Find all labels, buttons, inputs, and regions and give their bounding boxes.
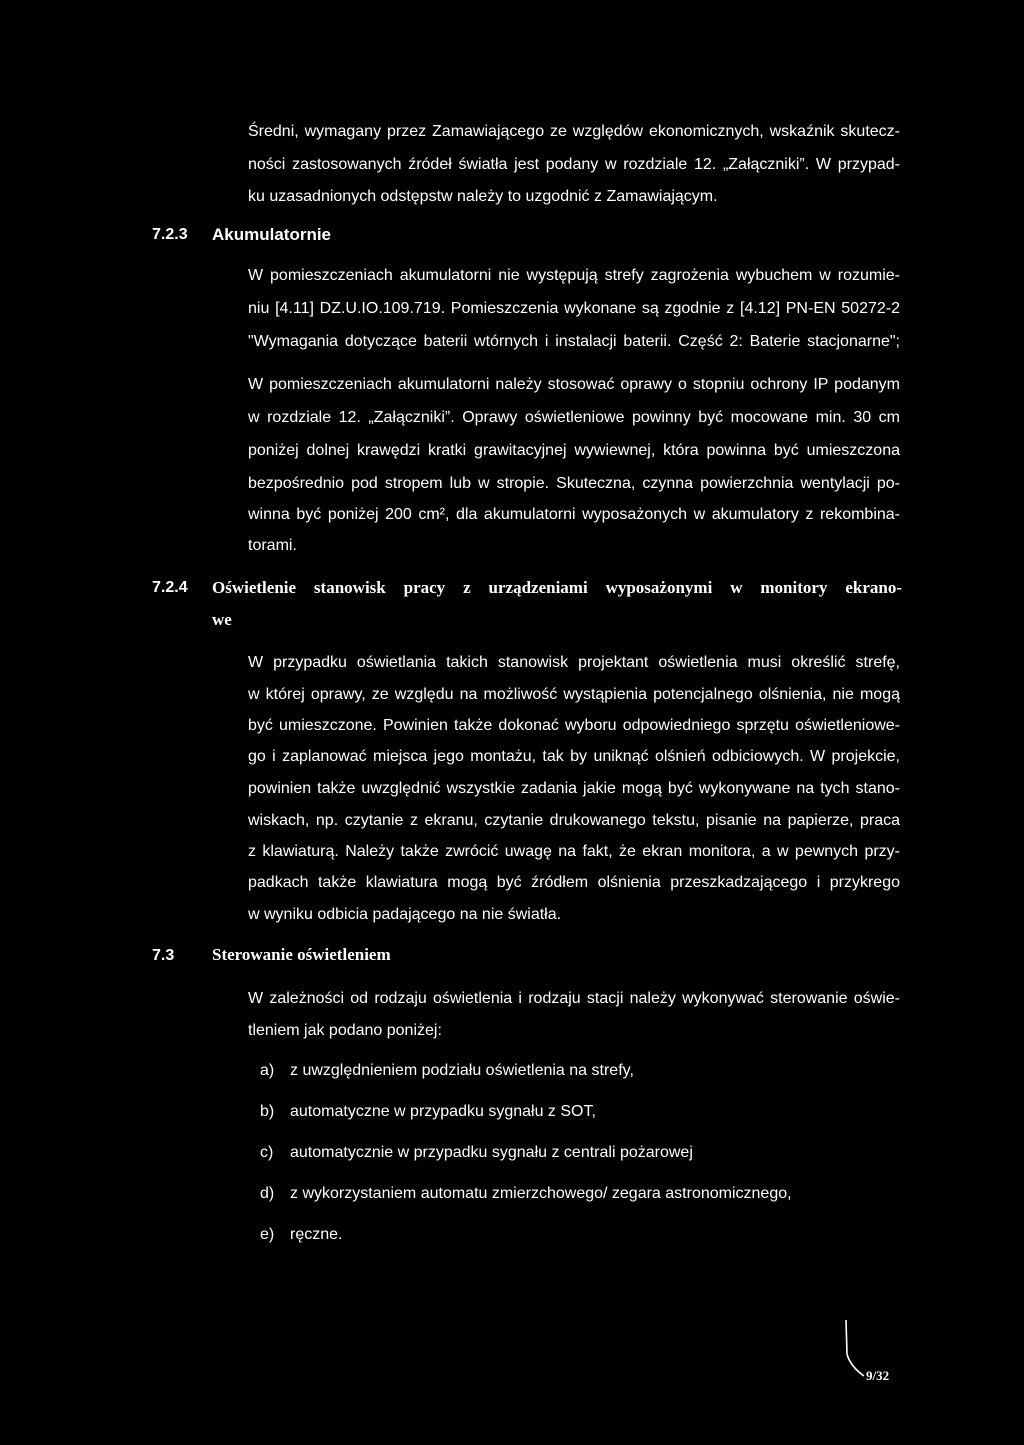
list-item-text-e: ręczne. (290, 1226, 343, 1243)
osw-para-line-3: być umieszczone. Powinien także dokonać wyboru odpowiedniego sprzętu oświetleniowe- (248, 717, 900, 734)
section-title-oswietlenie-line-1: Oświetlenie stanowisk pracy z urządzeniami wyposażonymi w monitory ekrano- (212, 578, 902, 597)
section-title-akumulatornie: Akumulatornie (212, 225, 332, 244)
osw-para-line-4: go i zaplanować miejsca jego montażu, tak by uniknąć olśnień odbiciowych. W projekcie, (248, 748, 900, 765)
section-number-7-3: 7.3 (152, 947, 175, 964)
akum-para2-line-6: torami. (248, 537, 297, 554)
sterowanie-intro-line-2: tleniem jak podano poniżej: (248, 1022, 442, 1039)
list-item-text-c: automatycznie w przypadku sygnału z centrali pożarowej (290, 1144, 693, 1161)
osw-para-line-5: powinien także uwzględnić wszystkie zadania jakie mogą być wykonywane na tych stano- (248, 780, 900, 797)
list-item-label-e: e) (260, 1226, 275, 1243)
list-item-text-b: automatyczne w przypadku sygnału z SOT, (290, 1103, 596, 1120)
list-item-label-c: c) (260, 1144, 274, 1161)
akum-para2-line-1: W pomieszczeniach akumulatorni należy stosować oprawy o stopniu ochrony IP podanym (248, 376, 900, 393)
sterowanie-intro-line-1: W zależności od rodzaju oświetlenia i rodzaju stacji należy wykonywać sterowanie oświe- (248, 990, 900, 1007)
list-item-label-d: d) (260, 1185, 275, 1202)
osw-para-line-2: w której oprawy, ze względu na możliwość wystąpienia potencjalnego olśnienia, nie mogą (248, 686, 900, 703)
akum-para2-line-4: bezpośrednio pod stropem lub w stropie. Skuteczna, czynna powierzchnia wentylacji po- (248, 475, 900, 492)
akum-para2-line-5: winna być poniżej 200 cm², dla akumulatorni wyposażonych w akumulatory z rekombina- (248, 506, 900, 523)
akum-para2-line-3: poniżej dolnej krawędzi kratki grawitacyjnej wywiewnej, która powinna być umieszczona (248, 442, 900, 459)
akum-para2-line-2: w rozdziale 12. „Załączniki”. Oprawy oświetleniowe powinny być mocowane min. 30 cm (248, 409, 900, 426)
section-title-oswietlenie-line-2: we (212, 610, 232, 629)
section-number-7-2-4: 7.2.4 (152, 579, 188, 596)
list-item-label-b: b) (260, 1103, 275, 1120)
akum-para1-line-1: W pomieszczeniach akumulatorni nie występują strefy zagrożenia wybuchem w rozumie- (248, 267, 900, 284)
osw-para-line-8: padkach także klawiatura mogą być źródłem olśnienia przeszkadzającego i przykrego (248, 874, 900, 891)
osw-para-line-7: z klawiaturą. Należy także zwrócić uwagę na fakt, że ekran monitora, a w pewnych przy- (248, 843, 900, 860)
osw-para-line-9: w wyniku odbicia padającego na nie światła. (248, 906, 562, 923)
intro-line-2: ności zastosowanych źródeł światła jest podany w rozdziale 12. „Załączniki”. W przypad- (248, 156, 900, 173)
section-number-7-2-3: 7.2.3 (152, 226, 188, 243)
osw-para-line-1: W przypadku oświetlania takich stanowisk projektant oświetlenia musi określić strefę, (248, 654, 900, 671)
akum-para1-line-2: niu [4.11] DZ.U.IO.109.719. Pomieszczenia wykonane są zgodnie z [4.12] PN-EN 50272-2 (248, 300, 900, 317)
intro-line-1: Średni, wymagany przez Zamawiającego ze względów ekonomicznych, wskaźnik skutecz- (248, 123, 900, 140)
page-number: 9/32 (866, 1368, 890, 1383)
osw-para-line-6: wiskach, np. czytanie z ekranu, czytanie drukowanego tekstu, pisanie na papierze, praca (248, 812, 900, 829)
list-item-text-a: z uwzględnieniem podziału oświetlenia na strefy, (290, 1062, 634, 1079)
section-title-sterowanie: Sterowanie oświetleniem (212, 945, 391, 964)
akum-para1-line-3: "Wymagania dotyczące baterii wtórnych i instalacji baterii. Część 2: Baterie stacjonarne"; (248, 333, 900, 350)
list-item-label-a: a) (260, 1062, 275, 1079)
list-item-text-d: z wykorzystaniem automatu zmierzchowego/ zegara astronomicznego, (290, 1185, 792, 1202)
intro-line-3: ku uzasadnionych odstępstw należy to uzgodnić z Zamawiającym. (248, 188, 718, 205)
